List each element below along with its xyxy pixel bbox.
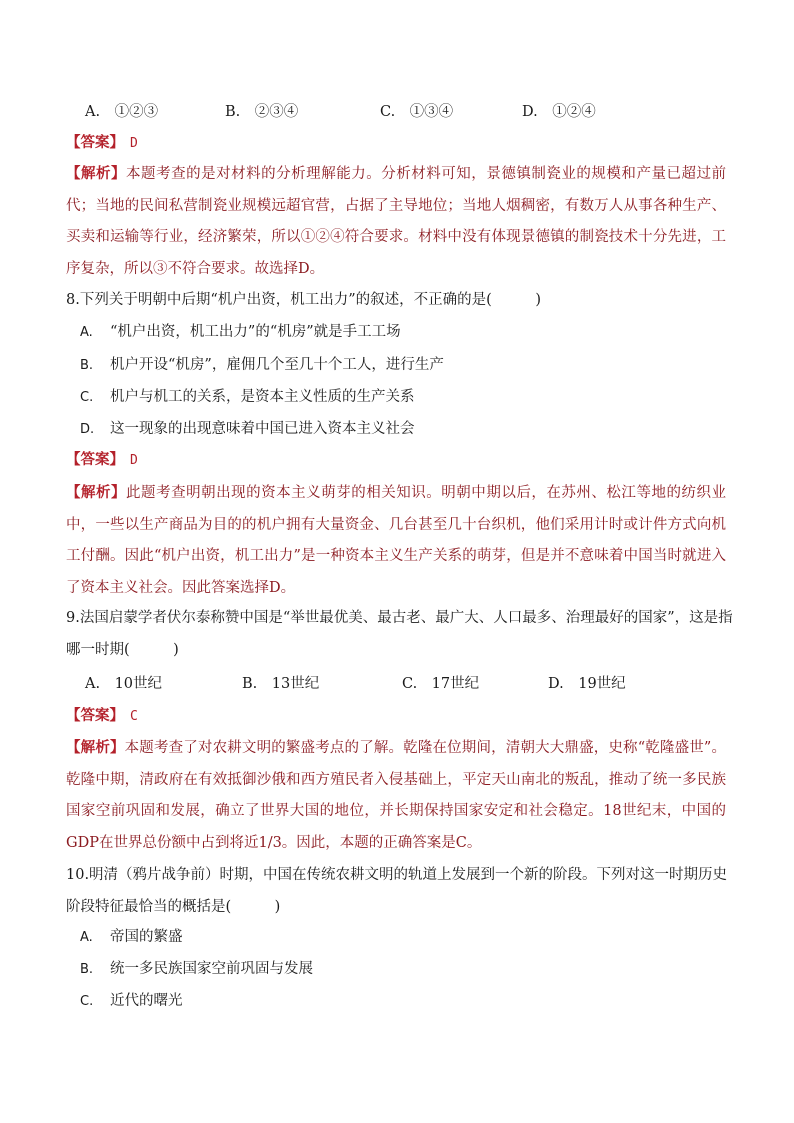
q9-option-b: B. 13世纪 — [242, 676, 320, 692]
analysis-tag: 【解析】 — [66, 739, 125, 756]
q10-stem: 10.明清（鸦片战争前）时期，中国在传统农耕文明的轨道上发展到一个新的阶段。下列对这一时期历史阶段特征最恰当的概括是( ) — [66, 867, 728, 915]
q9-option-a: A. 10世纪 — [85, 676, 163, 692]
q8-option-d: D. 这一现象的出现意味着中国已进入资本主义社会 — [80, 421, 415, 437]
q7-option-c: C. ①③④ — [380, 104, 454, 120]
answer-value: C — [130, 709, 138, 724]
answer-tag: 【答案】 — [66, 134, 124, 151]
q7-option-b: B. ②③④ — [225, 104, 299, 120]
q10-option-b: B. 统一多民族国家空前巩固与发展 — [80, 961, 313, 977]
q8-stem: 8.下列关于明朝中后期“机户出资，机工出力”的叙述，不正确的是( ) — [66, 292, 541, 308]
analysis-text: 本题考查了对农耕文明的繁盛考点的了解。乾隆在位期间，清朝大大鼎盛，史称“乾隆盛世”。乾隆中期，清政府在有效抵御沙俄和西方殖民者入侵基础上，平定天山南北的叛乱，推动了统一多民族国家空前巩固和发展，确立了世界大国的地位，并长期保持国家安定和社会稳定。18世纪末，中国的GDP在世界总份额中占到将近1/3。因此，本题的正确答案是C。 — [66, 740, 726, 851]
answer-tag: 【答案】 — [66, 451, 124, 468]
q7-option-d: D. ①②④ — [522, 104, 596, 120]
q10-option-c: C. 近代的曙光 — [80, 993, 183, 1009]
q9-options — [85, 674, 685, 694]
q8-option-b: B. 机户开设“机房”，雇佣几个至几十个工人，进行生产 — [80, 357, 444, 373]
q8-analysis — [66, 477, 726, 605]
q10-option-a: A. 帝国的繁盛 — [80, 929, 183, 945]
q8-answer — [66, 450, 138, 471]
q8-option-c: C. 机户与机工的关系，是资本主义性质的生产关系 — [80, 389, 415, 405]
q9-analysis — [66, 732, 726, 860]
answer-value: D — [130, 136, 138, 151]
q7-option-a: A. ①②③ — [85, 104, 159, 120]
analysis-tag: 【解析】 — [66, 165, 127, 182]
q9-option-d: D. 19世纪 — [548, 676, 626, 692]
q9-answer — [66, 706, 138, 727]
q7-options — [85, 102, 685, 122]
q9-stem: 9.法国启蒙学者伏尔泰称赞中国是“举世最优美、最古老、最广大、人口最多、治理最好的国家”，这是指哪一时期( ) — [66, 610, 733, 658]
answer-value: D — [130, 453, 138, 468]
analysis-text: 此题考查明朝出现的资本主义萌芽的相关知识。明朝中期以后，在苏州、松江等地的纺织业中，一些以生产商品为目的的机户拥有大量资金、几台甚至几十台织机，他们采用计时或计件方式向机工付酬。因此“机户出资，机工出力”是一种资本主义生产关系的萌芽，但是并不意味着中国当时就进入了资本主义社会。因此答案选择D。 — [66, 485, 726, 596]
q7-analysis — [66, 158, 726, 286]
analysis-text: 本题考查的是对材料的分析理解能力。分析材料可知，景德镇制瓷业的规模和产量已超过前代；当地的民间私营制瓷业规模远超官营，占据了主导地位；当地人烟稠密，有数万人从事各种生产、买卖和运输等行业，经济繁荣，所以①②④符合要求。材料中没有体现景德镇的制瓷技术十分先进，工序复杂，所以③不符合要求。故选择D。 — [66, 166, 726, 277]
answer-tag: 【答案】 — [66, 707, 124, 724]
analysis-tag: 【解析】 — [66, 484, 127, 501]
q8-option-a: A. “机户出资，机工出力”的“机房”就是手工工场 — [80, 324, 401, 340]
q7-answer — [66, 133, 138, 154]
q9-option-c: C. 17世纪 — [402, 676, 480, 692]
